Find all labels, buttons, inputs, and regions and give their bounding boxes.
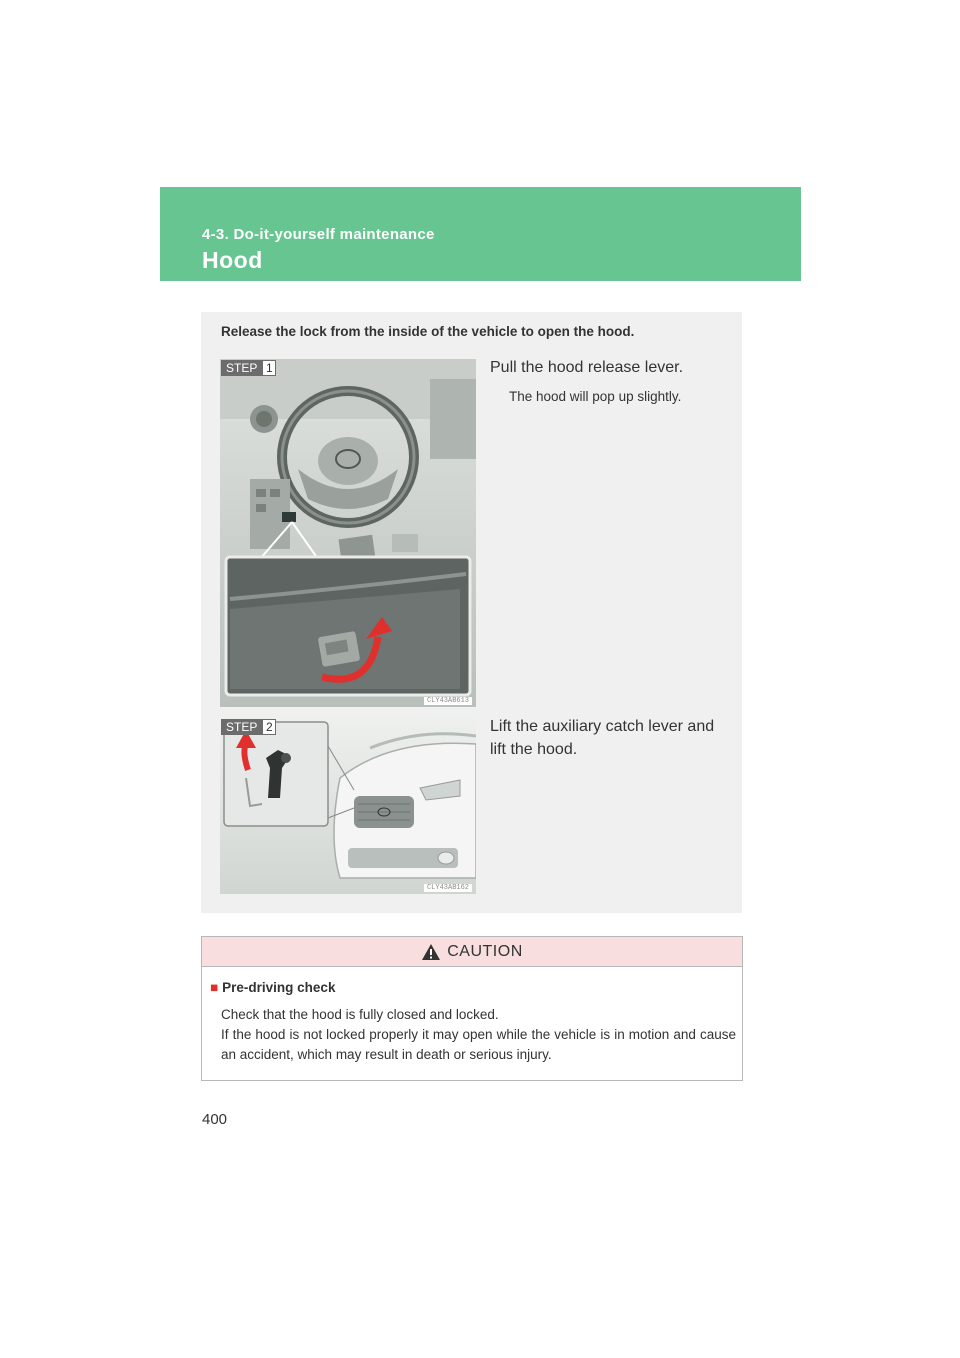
step1-illustration	[220, 359, 476, 707]
car-front-illustration	[220, 718, 476, 894]
step2-instruction: Lift the auxiliary catch lever and lift the hood.	[490, 718, 715, 758]
step2-image-code: CLY43AB162	[424, 884, 472, 892]
instruction-panel	[201, 312, 742, 913]
bullet-square-icon: ■	[210, 980, 219, 995]
step1-image-code: CLY43AB613	[424, 697, 472, 705]
step1-badge-number: 1	[262, 360, 276, 376]
step1-instruction: Pull the hood release lever.	[490, 359, 684, 376]
page-title: Hood	[202, 247, 263, 273]
page-number: 400	[202, 1111, 228, 1128]
step1-badge	[221, 360, 276, 376]
caution-title: CAUTION	[447, 942, 523, 960]
caution-box	[201, 936, 743, 1081]
caution-line: Check that the hood is fully closed and locked.	[221, 1007, 499, 1022]
warning-triangle-icon	[421, 943, 441, 961]
step2-illustration	[220, 718, 476, 894]
caution-line: If the hood is not locked properly it may open while the vehicle is in motion and cause an accident, which may result in death or serious injury.	[221, 1027, 736, 1062]
section-header	[160, 187, 801, 281]
caution-subheading-text: Pre-driving check	[222, 980, 336, 995]
caution-header	[202, 937, 742, 967]
step2-badge-number: 2	[262, 719, 276, 735]
step1-badge-word: STEP	[221, 360, 262, 376]
step2-badge-word: STEP	[221, 719, 262, 735]
dashboard-illustration	[220, 359, 476, 707]
caution-body	[221, 1005, 736, 1065]
step1-note: The hood will pop up slightly.	[509, 389, 682, 404]
section-label: 4-3. Do-it-yourself maintenance	[202, 226, 435, 243]
caution-subheading	[210, 980, 335, 995]
intro-text: Release the lock from the inside of the vehicle to open the hood.	[221, 324, 635, 339]
step2-badge	[221, 719, 276, 735]
